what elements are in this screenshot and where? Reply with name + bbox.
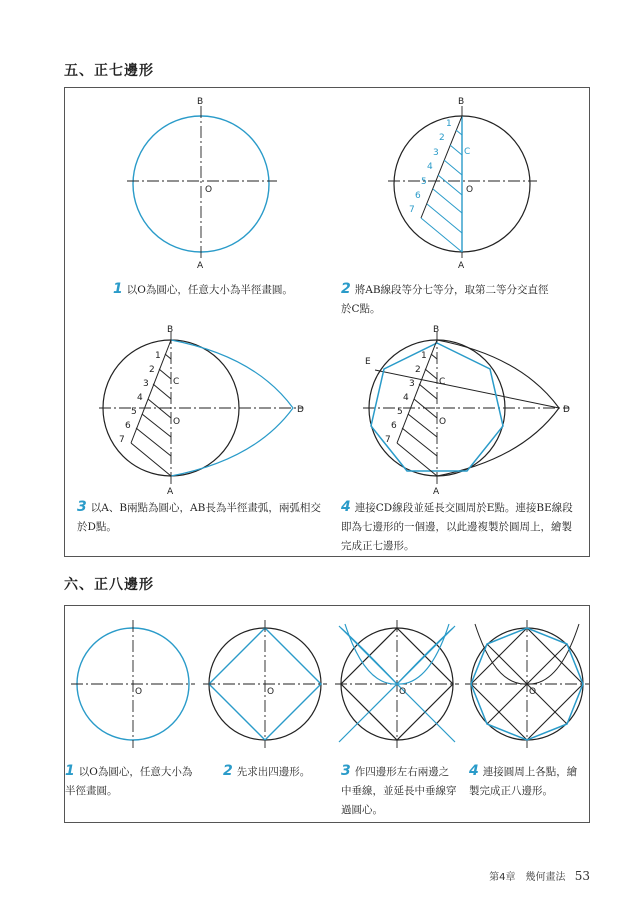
heptagon-step1-diagram (127, 97, 277, 271)
svg-text:B: B (458, 97, 465, 107)
svg-text:D: D (563, 405, 570, 415)
svg-text:7: 7 (119, 435, 125, 445)
svg-text:1: 1 (155, 351, 161, 361)
svg-text:3: 3 (433, 148, 439, 158)
svg-text:D: D (297, 405, 304, 415)
svg-text:C: C (439, 377, 446, 387)
octagon-section-title: 六、正八邊形 (64, 577, 154, 593)
svg-text:O: O (135, 687, 143, 697)
heptagon-step2-caption: 2 將AB線段等分七等分，取第二等分交直徑於C點。 (341, 281, 549, 315)
octagon-step4-diagram (465, 620, 589, 748)
octagon-step2-caption: 2 先求出四邊形。 (223, 763, 311, 779)
svg-text:A: A (167, 487, 174, 497)
octagon-step4-caption: 4 連接圓周上各點，繪製完成正八邊形。 (469, 763, 578, 797)
svg-text:3: 3 (143, 379, 149, 389)
svg-text:4: 4 (137, 393, 143, 403)
octagon-step1-caption: 1 以O為圓心，任意大小為半徑畫圓。 (65, 763, 193, 797)
svg-text:C: C (173, 377, 180, 387)
heptagon-step4-diagram (363, 325, 570, 497)
heptagon-step3-caption: 3 以A、B兩點為圓心，AB長為半徑畫弧，兩弧相交於D點。 (77, 499, 321, 533)
svg-text:2: 2 (415, 365, 421, 375)
svg-text:5: 5 (397, 407, 403, 417)
heptagon-section-title: 五、正七邊形 (64, 63, 154, 79)
svg-text:O: O (173, 417, 181, 427)
svg-text:C: C (464, 147, 471, 157)
heptagon-step4-caption: 4 連接CD線段並延長交圓周於E點。連接BE線段即為七邊形的一個邊，以此邊複製於圓周上，繪製完成正七邊形。 (341, 499, 573, 552)
svg-text:4: 4 (427, 162, 433, 172)
svg-text:A: A (458, 261, 465, 271)
heptagon-step3-diagram (99, 325, 304, 497)
octagon-panel (64, 605, 590, 823)
svg-text:O: O (466, 185, 474, 195)
svg-text:1: 1 (421, 351, 427, 361)
svg-text:7: 7 (385, 435, 391, 445)
svg-text:4: 4 (403, 393, 409, 403)
heptagon-panel (64, 87, 590, 557)
heptagon-diagrams (65, 88, 589, 556)
svg-text:5: 5 (421, 177, 427, 187)
heptagon-step2-diagram (388, 97, 537, 271)
svg-text:B: B (167, 325, 174, 335)
page-number: 53 (574, 869, 590, 883)
svg-text:B: B (433, 325, 440, 335)
svg-text:O: O (439, 417, 447, 427)
octagon-step3-caption: 3 作四邊形左右兩邊之中垂線，並延長中垂線穿過圓心。 (341, 763, 457, 816)
svg-text:O: O (529, 687, 537, 697)
octagon-step1-diagram (71, 620, 195, 748)
svg-text:A: A (433, 487, 440, 497)
svg-text:3: 3 (409, 379, 415, 389)
svg-text:E: E (365, 357, 371, 367)
label-a1: A (197, 261, 204, 271)
svg-text:O: O (399, 687, 407, 697)
svg-text:6: 6 (415, 191, 421, 201)
svg-text:1: 1 (446, 119, 452, 129)
heptagon-step1-caption: 1 以O為圓心，任意大小為半徑畫圓。 (113, 281, 293, 297)
svg-text:7: 7 (409, 205, 415, 215)
svg-text:O: O (267, 687, 275, 697)
svg-text:2: 2 (149, 365, 155, 375)
label-b1: B (197, 97, 204, 107)
svg-text:6: 6 (125, 421, 131, 431)
svg-text:5: 5 (131, 407, 137, 417)
svg-text:2: 2 (439, 133, 445, 143)
label-o1: O (205, 185, 213, 195)
svg-text:6: 6 (391, 421, 397, 431)
octagon-step2-diagram (203, 620, 327, 748)
chapter-label: 第4章 幾何畫法 (489, 872, 566, 883)
octagon-step3-diagram (335, 620, 459, 748)
page-footer (489, 868, 590, 883)
